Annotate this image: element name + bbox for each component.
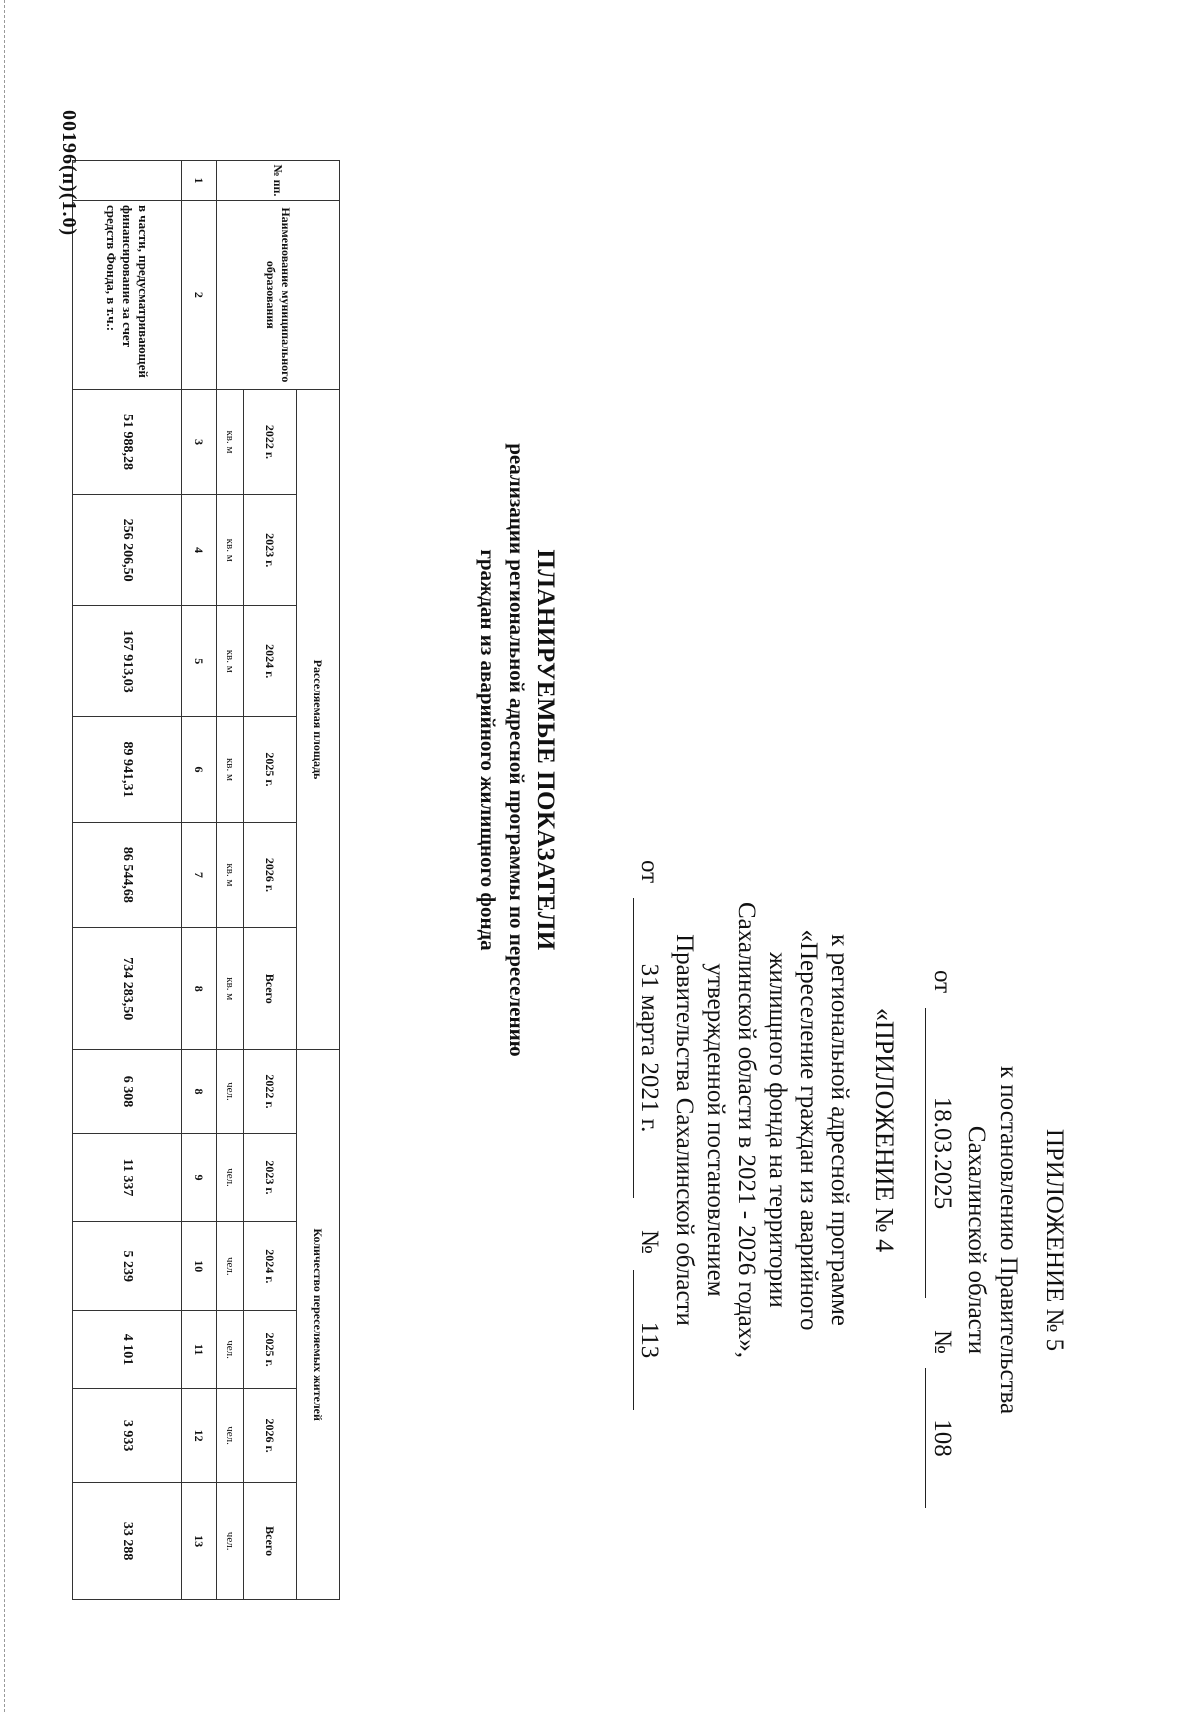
- appendix-line: «Переселение граждан из аварийного: [795, 929, 822, 1331]
- indicators-table: [72, 160, 340, 1600]
- column-number: 5: [182, 606, 217, 717]
- document-code: 00196(п)(1.0): [58, 110, 80, 237]
- column-number: 13: [182, 1483, 217, 1600]
- area-value-cell: 167 913,03: [73, 606, 182, 717]
- unit-cell: кв. м: [217, 606, 244, 717]
- appendix-line: Сахалинской области в 2021 - 2026 годах»,: [733, 901, 760, 1359]
- unit-cell: чел.: [217, 1388, 244, 1482]
- header-year: 2026 г.: [244, 822, 297, 927]
- people-value-cell: 5 239: [73, 1222, 182, 1311]
- resolution-header: [924, 890, 1070, 1590]
- column-number: 4: [182, 495, 217, 606]
- number-sign: №: [636, 1230, 663, 1254]
- column-number: 3: [182, 389, 217, 494]
- people-value-cell: 4 101: [73, 1311, 182, 1389]
- header-year: 2023 г.: [244, 1133, 297, 1222]
- header-total: Всего: [244, 1483, 297, 1600]
- header-group-people: Количество переселяемых жителей: [297, 1050, 340, 1600]
- people-total-cell: 33 288: [73, 1483, 182, 1600]
- header-year: 2022 г.: [244, 1050, 297, 1133]
- header-year: 2025 г.: [244, 1311, 297, 1389]
- title-subline-2: граждан из аварийного жилищного фонда: [476, 549, 500, 951]
- unit-cell: кв. м: [217, 717, 244, 822]
- column-number: 9: [182, 1133, 217, 1222]
- area-value-cell: 86 544,68: [73, 822, 182, 927]
- table-header-group-row: [297, 161, 340, 1600]
- unit-cell: кв. м: [217, 389, 244, 494]
- title-main: ПЛАНИРУЕМЫЕ ПОКАЗАТЕЛИ: [532, 549, 559, 951]
- row-number-cell: [73, 161, 182, 201]
- appendix-line: утвержденной постановлением: [702, 963, 729, 1297]
- header-year: 2026 г.: [244, 1388, 297, 1482]
- appendix-line: Правительства Сахалинской области: [671, 934, 698, 1326]
- column-number: 10: [182, 1222, 217, 1311]
- column-number: 11: [182, 1311, 217, 1389]
- number-sign: №: [929, 1330, 956, 1354]
- unit-cell: чел.: [217, 1483, 244, 1600]
- resolution-reference: к постановлению Правительства: [995, 1065, 1022, 1415]
- people-value-cell: 6 308: [73, 1050, 182, 1133]
- scan-edge-line: [4, 0, 5, 1712]
- column-number: 12: [182, 1388, 217, 1482]
- appendix-label: ПРИЛОЖЕНИЕ № 5: [1041, 1128, 1068, 1352]
- header-year: 2025 г.: [244, 717, 297, 822]
- unit-cell: чел.: [217, 1133, 244, 1222]
- title-subline-1: реализации региональной адресной программы по переселению: [505, 443, 529, 1057]
- unit-cell: кв. м: [217, 928, 244, 1050]
- column-number: 7: [182, 822, 217, 927]
- header-group-area: Расселяемая площадь: [297, 389, 340, 1050]
- unit-cell: чел.: [217, 1311, 244, 1389]
- program-number: 113: [633, 1270, 665, 1410]
- column-number: 6: [182, 717, 217, 822]
- header-year: 2023 г.: [244, 495, 297, 606]
- table-row: [73, 161, 182, 1600]
- appendix-4-title: «ПРИЛОЖЕНИЕ № 4: [870, 1007, 899, 1253]
- unit-cell: чел.: [217, 1222, 244, 1311]
- program-date: 31 марта 2021 г.: [633, 898, 665, 1198]
- region-name: Сахалинской области: [963, 1125, 990, 1355]
- program-date-number: [631, 860, 665, 1620]
- header-cell-name: Наименование муниципального образования: [217, 200, 340, 389]
- from-label: от: [929, 970, 956, 994]
- area-value-cell: 89 941,31: [73, 717, 182, 822]
- people-value-cell: 11 337: [73, 1133, 182, 1222]
- area-value-cell: 51 988,28: [73, 389, 182, 494]
- header-year: 2022 г.: [244, 389, 297, 494]
- area-total-cell: 734 283,50: [73, 928, 182, 1050]
- from-label: от: [636, 860, 663, 884]
- resolution-date: 18.03.2025: [925, 1008, 958, 1298]
- column-number: 8: [182, 928, 217, 1050]
- column-number: 8: [182, 1050, 217, 1133]
- table-column-numbers-row: [182, 161, 217, 1600]
- header-total: Всего: [244, 928, 297, 1050]
- header-cell-no: № пп.: [217, 161, 340, 201]
- area-value-cell: 256 206,50: [73, 495, 182, 606]
- people-value-cell: 3 933: [73, 1388, 182, 1482]
- column-number: 1: [182, 161, 217, 201]
- header-year: 2024 г.: [244, 606, 297, 717]
- unit-cell: чел.: [217, 1050, 244, 1133]
- appendix-line: к региональной адресной программе: [826, 934, 853, 1326]
- appendix-4-block: [631, 640, 900, 1620]
- resolution-date-number: [924, 970, 958, 1590]
- resolution-number: 108: [925, 1368, 958, 1508]
- unit-cell: кв. м: [217, 822, 244, 927]
- row-name-cell: в части, предусматривающей финансирование за счет средств Фонда, в т.ч.:: [73, 200, 182, 389]
- unit-cell: кв. м: [217, 495, 244, 606]
- appendix-line: жилищного фонда на территории: [764, 952, 791, 1308]
- document-title: [473, 200, 560, 1300]
- header-year: 2024 г.: [244, 1222, 297, 1311]
- column-number: 2: [182, 200, 217, 389]
